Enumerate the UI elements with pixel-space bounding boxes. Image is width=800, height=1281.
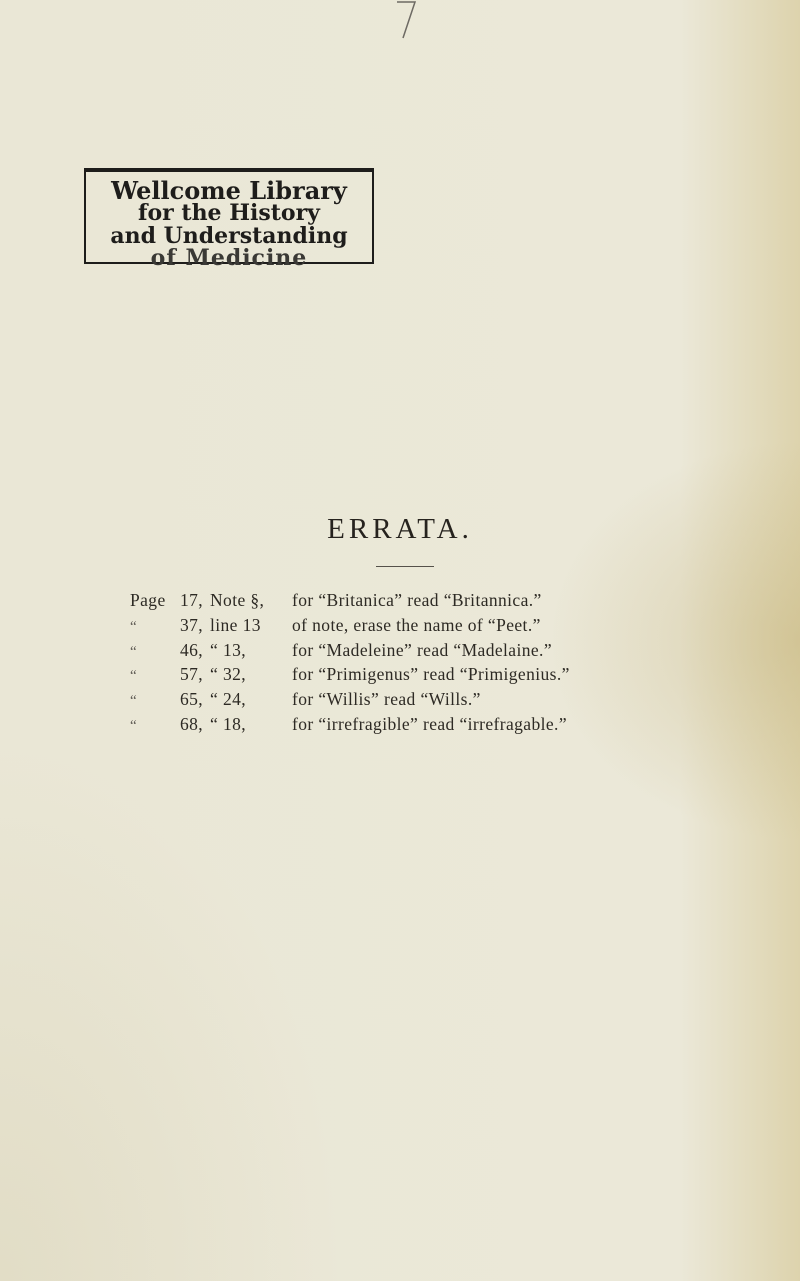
stamp-line-2: for the History [138,200,320,226]
entry-correction: of note, erase the name of “Peet.” [292,614,541,635]
entry-page-number: 57, [180,664,204,685]
entry-page-label: “ [130,668,138,685]
errata-entry [130,664,790,689]
entry-correction: for “Willis” read “Wills.” [292,689,481,710]
entry-page-label: Page [130,590,166,610]
entry-page-number: 37, [180,614,204,635]
entry-page-number: 17, [180,590,204,610]
entry-correction: for “irrefragible” read “irrefragable.” [292,713,567,734]
entry-location: “ 18, [210,713,247,734]
entry-page-label: “ [130,618,138,635]
errata-entry [130,615,790,640]
errata-entry [130,590,790,615]
entry-correction: for “Primigenus” read “Primigenius.” [292,664,570,685]
entry-location: “ 24, [210,689,247,710]
pencil-mark [395,0,419,40]
title-rule [376,566,434,567]
entry-location: “ 32, [210,664,247,685]
errata-entry [130,640,790,665]
entry-location: Note §, [210,590,265,610]
entry-page-number: 46, [180,639,204,660]
errata-list [130,590,790,739]
entry-correction: for “Madeleine” read “Madelaine.” [292,639,552,660]
entry-location: line 13 [210,614,261,635]
errata-entry [130,689,790,714]
stamp-line-3: and Understanding [110,223,348,249]
entry-page-number: 68, [180,713,204,734]
entry-page-number: 65, [180,689,204,710]
library-stamp [84,168,374,271]
stamp-line-4: of Medicine [150,245,308,271]
entry-page-label: “ [130,717,138,734]
errata-title: ERRATA. [327,513,473,545]
entry-page-label: “ [130,643,138,660]
entry-location: “ 13, [210,639,247,660]
stamp-line-1: Wellcome Library [111,176,347,205]
entry-correction: for “Britanica” read “Britannica.” [292,590,542,610]
entry-page-label: “ [130,693,138,710]
errata-entry [130,714,790,739]
